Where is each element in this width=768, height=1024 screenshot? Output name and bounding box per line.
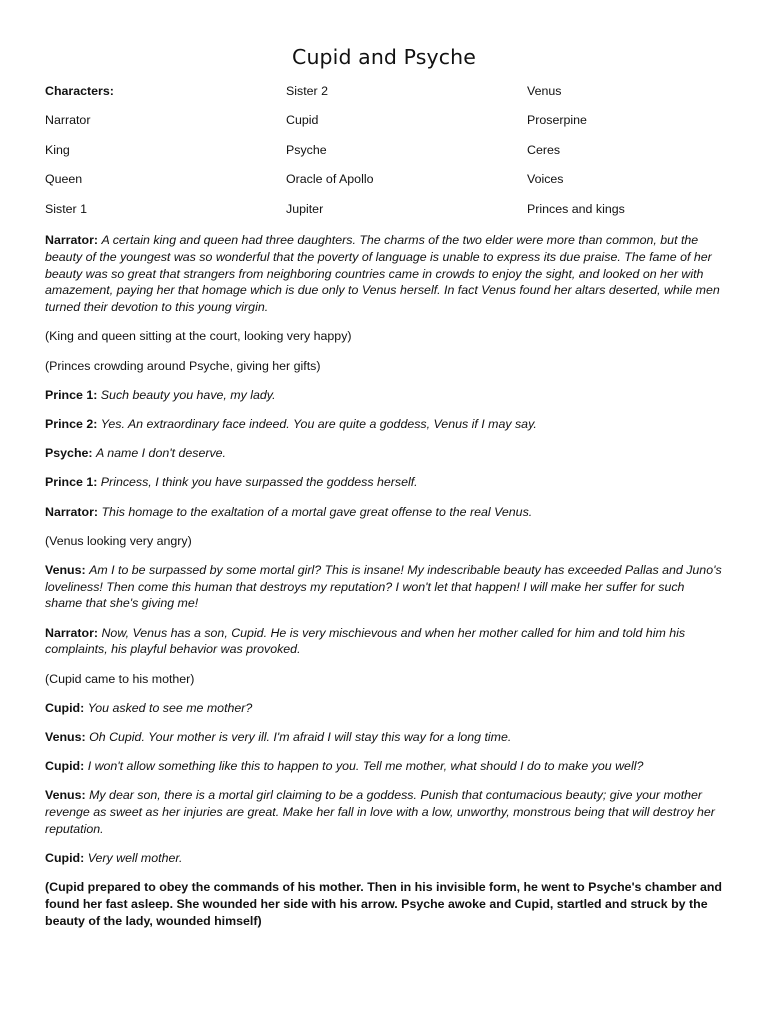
- dialogue-line: [45, 232, 725, 316]
- character-list: [45, 84, 735, 231]
- speaker-label: Cupid:: [45, 851, 85, 866]
- speaker-label: Cupid:: [45, 759, 85, 774]
- dialogue-text: Such beauty you have, my lady.: [100, 387, 276, 402]
- dialogue-text: Oh Cupid. Your mother is very ill. I'm afraid I will stay this way for a long time.: [89, 730, 512, 745]
- character-name: Sister 1: [45, 201, 88, 216]
- character-name: Jupiter: [286, 201, 324, 216]
- speaker-label: Venus:: [45, 730, 86, 745]
- dialogue-text: Am I to be surpassed by some mortal girl? This is insane! My indescribable beauty has exceeded Pallas and Juno's loveliness! Then come this human that destroys my reputation? I won't let that happen! I will make her suffer for such shame that she's giving me!: [45, 562, 722, 611]
- dialogue-line: [45, 504, 725, 521]
- character-name: Proserpine: [527, 113, 587, 128]
- character-name: Oracle of Apollo: [286, 172, 374, 187]
- speaker-label: Cupid:: [45, 700, 85, 715]
- speaker-label: Venus:: [45, 788, 86, 803]
- dialogue-line: [45, 416, 725, 433]
- character-name: King: [45, 142, 70, 157]
- speaker-label: Prince 1:: [45, 475, 98, 490]
- character-name: Princes and kings: [527, 201, 625, 216]
- speaker-label: Prince 2:: [45, 416, 98, 431]
- character-name: Sister 2: [286, 84, 329, 98]
- dialogue-text: My dear son, there is a mortal girl claiming to be a goddess. Punish that contumacious beauty; give your mother revenge as sweet as her injuries are great. Make her fall in love with a low, unworthy, monstrous being that will destroy her reputation.: [45, 788, 715, 836]
- dialogue-text: Yes. An extraordinary face indeed. You are quite a goddess, Venus if I may say.: [100, 416, 537, 431]
- stage-direction: (Princes crowding around Psyche, giving her gifts): [45, 358, 321, 373]
- dialogue-text: I won't allow something like this to happen to you. Tell me mother, what should I do to make you well?: [87, 759, 644, 774]
- dialogue-text: You asked to see me mother?: [87, 700, 253, 715]
- character-name: Psyche: [286, 142, 327, 157]
- character-name: Ceres: [527, 142, 561, 157]
- character-row: [45, 143, 735, 172]
- character-name: Narrator: [45, 113, 91, 128]
- stage-direction: (King and queen sitting at the court, looking very happy): [45, 329, 352, 344]
- dialogue-text: Princess, I think you have surpassed the goddess herself.: [100, 475, 418, 490]
- dialogue-line: [45, 445, 725, 462]
- character-row: [45, 113, 735, 142]
- dialogue-line: [45, 729, 725, 746]
- stage-direction: (Cupid prepared to obey the commands of his mother. Then in his invisible form, he went to Psyche's chamber and found her fast asleep. She wounded her side with his arrow. Psyche awoke and Cupid, startled and struck by the beauty of the lady, wounded himself): [45, 880, 722, 928]
- speaker-label: Venus:: [45, 562, 86, 577]
- dialogue-line: [45, 700, 725, 717]
- stage-direction: (Venus looking very angry): [45, 533, 192, 548]
- dialogue-text: A name I don't deserve.: [95, 446, 227, 461]
- speaker-label: Narrator:: [45, 233, 99, 247]
- script-body: [45, 232, 725, 942]
- speaker-label: Prince 1:: [45, 387, 98, 402]
- dialogue-text: A certain king and queen had three daughters. The charms of the two elder were more than common, but the beauty of the youngest was so wonderful that the poverty of language is unable to express its due praise. The fame of her beauty was so great that strangers from neighboring countries came in crowds to enjoy the sight, and looked on her with amazement, paying her that homage which is due only to Venus herself. In fact Venus found her altars deserted, while men turned their devotion to this young virgin.: [45, 233, 720, 315]
- dialogue-text: This homage to the exaltation of a mortal gave great offense to the real Venus.: [101, 504, 533, 519]
- character-name: Venus: [527, 84, 562, 98]
- dialogue-line: [45, 787, 725, 837]
- dialogue-line: [45, 850, 725, 867]
- dialogue-line: [45, 562, 725, 612]
- speaker-label: Narrator:: [45, 625, 99, 640]
- speaker-label: Psyche:: [45, 446, 93, 461]
- character-name: Queen: [45, 172, 83, 187]
- dialogue-text: Very well mother.: [87, 851, 183, 866]
- document-title: Cupid and Psyche: [292, 45, 476, 69]
- speaker-label: Narrator:: [45, 504, 99, 519]
- character-row: [45, 84, 735, 113]
- stage-direction: (Cupid came to his mother): [45, 671, 195, 686]
- dialogue-line: [45, 474, 725, 491]
- character-row: [45, 172, 735, 201]
- character-row: [45, 202, 735, 231]
- character-name: Voices: [527, 172, 564, 187]
- dialogue-text: Now, Venus has a son, Cupid. He is very mischievous and when her mother called for him and told him his complaints, his playful behavior was provoked.: [45, 625, 686, 657]
- character-name: Cupid: [286, 113, 319, 128]
- dialogue-line: [45, 758, 725, 775]
- characters-heading: Characters:: [45, 84, 114, 98]
- dialogue-line: [45, 625, 725, 659]
- dialogue-line: [45, 387, 725, 404]
